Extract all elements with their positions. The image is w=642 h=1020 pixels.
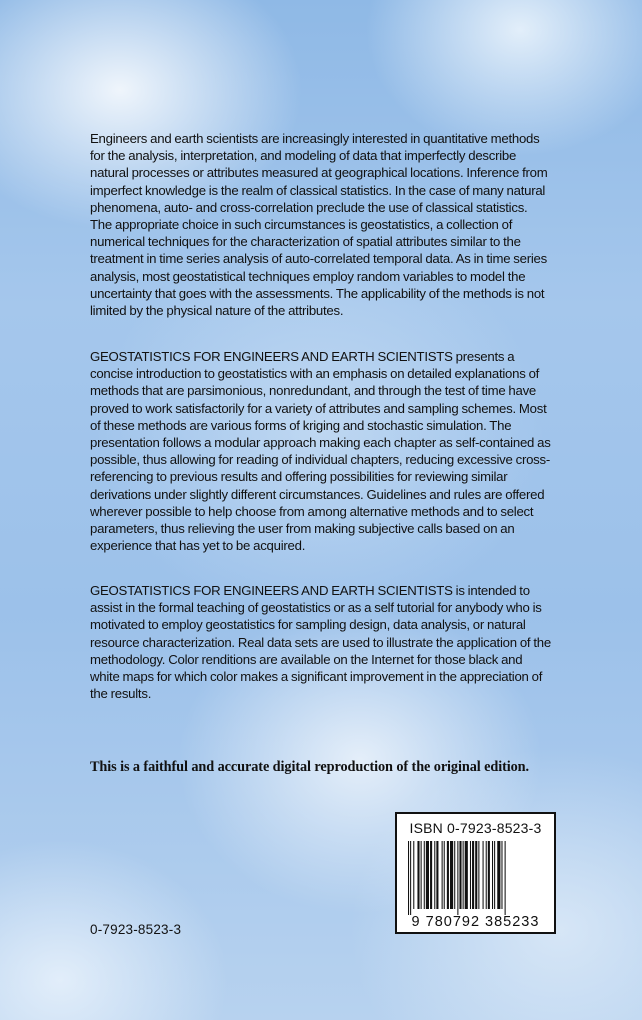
barcode-stripe: [475, 841, 477, 909]
barcode-stripe: [430, 841, 432, 909]
barcode-stripe: [488, 841, 490, 909]
description-paragraph-1: Engineers and earth scientists are increasingly interested in quantitative methods for the analysis, interpretation, and modeling of data that imperfectly describe natural processes or attributes measured at geographical locations. Inference from imperfect knowledge is the realm of classical statistics. In the case of many natural phenomena, auto- and cross-correlation preclude the use of classical statistics. The appropriate choice in such circumstances is geostatistics, a collection of numerical techniques for the characterization of spatial attributes similar to the treatment in time series analysis of auto-correlated temporal data. As in time series analysis, most geostatistical techniques employ random variables to model the uncertainty that goes with the assessments. The applicability of the methods is not limited by the physical nature of the attributes.: [90, 131, 548, 319]
isbn-label: ISBN 0-7923-8523-3: [409, 820, 542, 836]
barcode-stripe: [450, 841, 453, 909]
description-paragraph-2: GEOSTATISTICS FOR ENGINEERS AND EARTH SCIENTISTS presents a concise introduction to geostatistics with an emphasis on detailed explanations of methods that are parsimonious, nonredundant, and through the test of time have proved to work satisfactorily for a variety of attributes and sampling schemes. Most of these methods are various forms of kriging and stochastic simulation. The presentation follows a modular approach making each chapter as self-contained as possible, thus allowing for reading of individual chapters, reducing excessive cross-referencing to previous results and offering possibilities for reviewing similar derivations under slightly different circumstances. Guidelines and rules are offered wherever possible to help choose from among alternative methods and to select parameters, thus relieving the user from making subjective calls based on an experience that has yet to be acquired.: [90, 349, 551, 554]
barcode-stripe: [505, 841, 506, 915]
barcode-stripe: [459, 841, 461, 909]
barcode-stripe: [465, 841, 468, 909]
barcode-stripe: [421, 841, 422, 909]
barcode-stripe: [424, 841, 425, 909]
barcode-digits: 9 780792 385233: [411, 914, 540, 930]
barcode-stripe: [408, 841, 409, 915]
barcode-stripe: [494, 841, 495, 909]
barcode-stripe: [436, 841, 438, 909]
catalog-code: 0-7923-8523-3: [90, 922, 182, 937]
barcode-stripe: [470, 841, 471, 909]
barcode-stripe: [457, 841, 458, 915]
barcode-stripe: [426, 841, 429, 909]
barcode-stripe: [410, 841, 411, 915]
isbn-barcode: [395, 812, 556, 934]
barcode-stripe: [434, 841, 435, 909]
barcode-stripe: [417, 841, 419, 909]
barcode-stripe: [444, 841, 445, 909]
barcode-stripe: [463, 841, 464, 909]
barcode-bars: [407, 841, 545, 915]
barcode-stripe: [447, 841, 449, 909]
barcode-stripe: [483, 841, 484, 909]
barcode-stripe: [497, 841, 500, 909]
barcode-stripe: [413, 841, 414, 909]
description-paragraph-3: GEOSTATISTICS FOR ENGINEERS AND EARTH SCIENTISTS is intended to assist in the formal teaching of geostatistics or as a self tutorial for anybody who is motivated to employ geostatistics for sampling design, data analysis, or natural resource characterization. Real data sets are used to illustrate the application of the methodology. Color renditions are available on the Internet for those black and white maps for which color makes a significant improvement in the appreciation of the results.: [90, 583, 551, 702]
barcode-stripe: [442, 841, 443, 909]
barcode-stripe: [486, 841, 487, 909]
barcode-stripe: [454, 841, 455, 909]
barcode-stripe: [501, 841, 502, 909]
barcode-stripe: [492, 841, 493, 909]
barcode-stripe: [478, 841, 479, 909]
reproduction-notice: This is a faithful and accurate digital reproduction of the original edition.: [90, 759, 529, 775]
barcode-stripe: [472, 841, 474, 909]
